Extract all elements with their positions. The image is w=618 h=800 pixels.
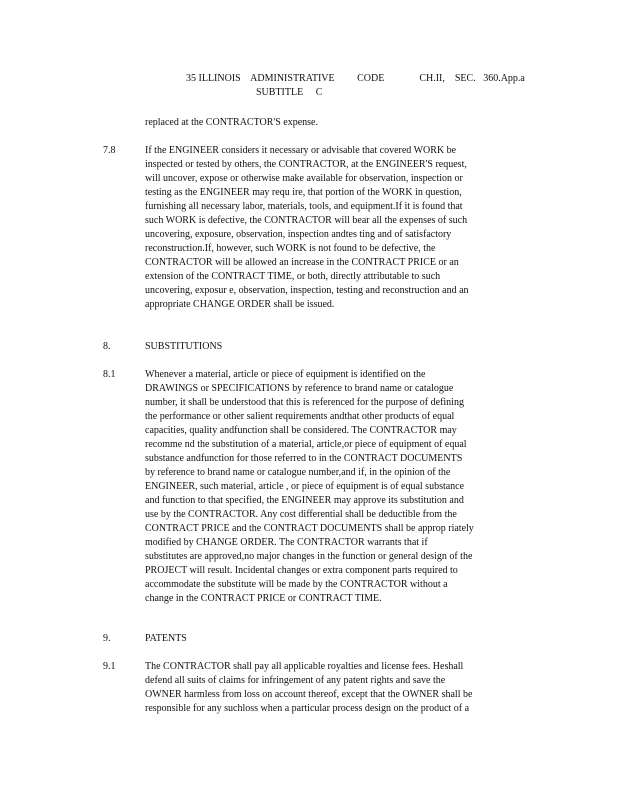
section-heading: PATENTS	[145, 633, 187, 644]
body-line: OWNER harmless from loss on account thereof, except that the OWNER shall be	[145, 689, 473, 700]
header-line-1: 35 ILLINOIS ADMINISTRATIVE CODE CH.II, SEC. 360.App.a	[186, 73, 525, 84]
body-line: uncovering, exposur e, observation, inspection, testing and reconstruction and an	[145, 285, 469, 296]
section-number: 9.	[103, 633, 111, 644]
body-line: extension of the CONTRACT TIME, or both, directly attributable to such	[145, 271, 441, 282]
body-line: the performance or other salient requirements andthat other products of equal	[145, 411, 455, 422]
body-line: appropriate CHANGE ORDER shall be issued.	[145, 299, 335, 310]
body-line: use by the CONTRACTOR. Any cost differential shall be deductible from the	[145, 509, 457, 520]
body-line: CONTRACTOR will be allowed an increase in the CONTRACT PRICE or an	[145, 257, 459, 268]
body-line: CONTRACT PRICE and the CONTRACT DOCUMENTS shall be approp riately	[145, 523, 474, 534]
body-line: accommodate the substitute will be made by the CONTRACTOR without a	[145, 579, 448, 590]
body-line: number, it shall be understood that this is referenced for the purpose of defining	[145, 397, 464, 408]
body-line: change in the CONTRACT PRICE or CONTRACT TIME.	[145, 593, 382, 604]
body-line: and function to that specified, the ENGINEER may approve its substitution and	[145, 495, 464, 506]
body-line: Whenever a material, article or piece of equipment is identified on the	[145, 369, 426, 380]
body-line: capacities, quality andfunction shall be considered. The CONTRACTOR may	[145, 425, 457, 436]
body-line: recomme nd the substitution of a material, article,or piece of equipment of equal	[145, 439, 467, 450]
body-line: uncovering, exposure, observation, inspection andtes ting and of satisfactory	[145, 229, 452, 240]
section-number: 8.	[103, 341, 111, 352]
body-line: defend all suits of claims for infringement of any patent rights and save the	[145, 675, 446, 686]
body-line: by reference to brand name or catalogue number,and if, in the opinion of the	[145, 467, 451, 478]
section-number: 7.8	[103, 145, 116, 156]
body-line: furnishing all necessary labor, materials, tools, and equipment.If it is found that	[145, 201, 463, 212]
body-line: substitutes are approved,no major changes in the function or general design of the	[145, 551, 473, 562]
body-line: DRAWINGS or SPECIFICATIONS by reference to brand name or catalogue	[145, 383, 454, 394]
body-line: PROJECT will result. Incidental changes or extra component parts required to	[145, 565, 458, 576]
body-line: inspected or tested by others, the CONTRACTOR, at the ENGINEER'S request,	[145, 159, 467, 170]
header-line-2: SUBTITLE C	[256, 87, 323, 98]
body-line: The CONTRACTOR shall pay all applicable royalties and license fees. Heshall	[145, 661, 464, 672]
body-line: will uncover, expose or otherwise make available for observation, inspection or	[145, 173, 463, 184]
body-line: such WORK is defective, the CONTRACTOR will bear all the expenses of such	[145, 215, 468, 226]
section-number: 9.1	[103, 661, 116, 672]
section-heading: SUBSTITUTIONS	[145, 341, 223, 352]
body-line: substance andfunction for those referred to in the CONTRACT DOCUMENTS	[145, 453, 463, 464]
body-line: reconstruction.If, however, such WORK is not found to be defective, the	[145, 243, 436, 254]
body-line: responsible for any suchloss when a particular process design on the product of a	[145, 703, 470, 714]
body-line: If the ENGINEER considers it necessary or advisable that covered WORK be	[145, 145, 457, 156]
body-line: testing as the ENGINEER may requ ire, that portion of the WORK in question,	[145, 187, 462, 198]
body-line: modified by CHANGE ORDER. The CONTRACTOR warrants that if	[145, 537, 428, 548]
continuation-line: replaced at the CONTRACTOR'S expense.	[145, 117, 318, 128]
body-line: ENGINEER, such material, article , or piece of equipment is of equal substance	[145, 481, 465, 492]
section-number: 8.1	[103, 369, 116, 380]
